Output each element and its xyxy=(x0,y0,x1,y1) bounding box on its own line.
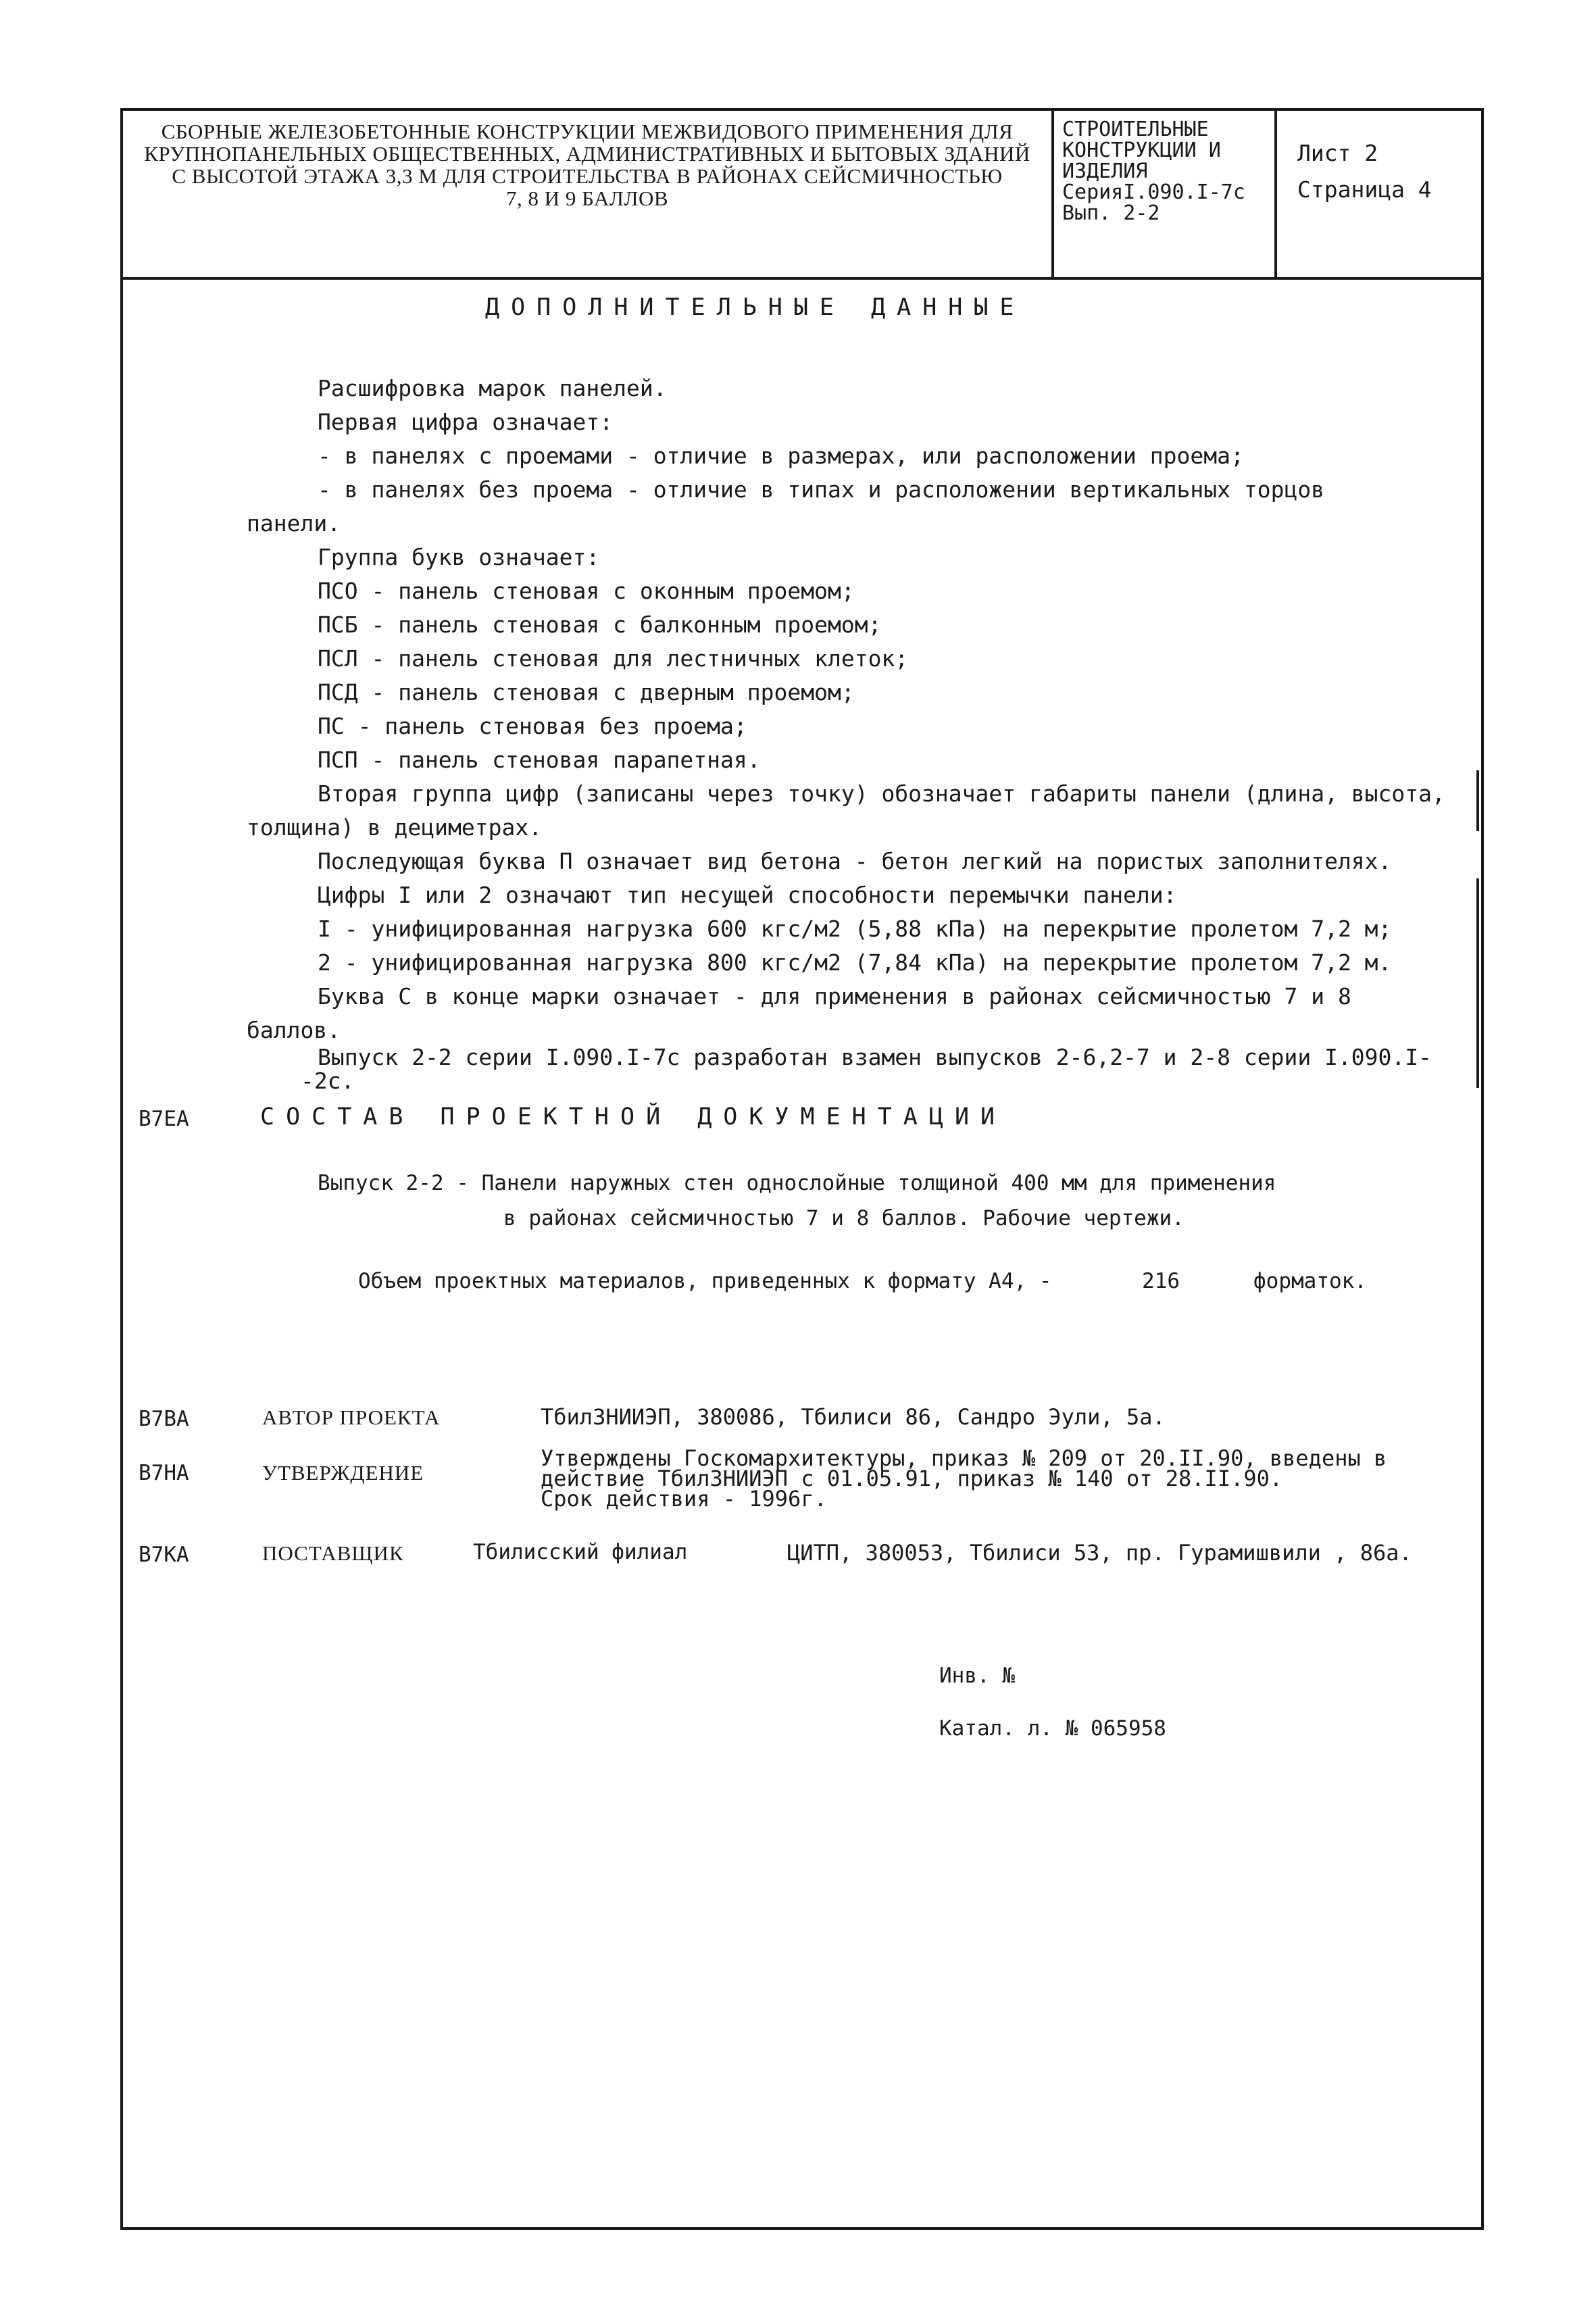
volume-label: Объем проектных материалов, приведенных к формату А4, - xyxy=(358,1269,1052,1293)
series-number: СерияI.090.I-7с xyxy=(1062,180,1245,204)
series-title-line: 7, 8 И 9 БАЛЛОВ xyxy=(505,186,669,210)
margin-mark xyxy=(1476,878,1479,1088)
issue-description: в районах сейсмичностью 7 и 8 баллов. Рабочие чертежи. xyxy=(503,1206,1184,1230)
volume-value: 216 xyxy=(1142,1269,1180,1293)
body-line: 2 - унифицированная нагрузка 800 кгс/м2 (7,84 кПа) на перекрытие пролетом 7,2 м. xyxy=(318,949,1392,976)
body-line: панели. xyxy=(247,510,341,537)
body-line: Первая цифра означает: xyxy=(318,409,614,435)
approval-label: УТВЕРЖДЕНИЕ xyxy=(262,1461,424,1485)
inventory-number: Инв. № xyxy=(939,1664,1015,1688)
body-line: Буква С в конце марки означает - для применения в районах сейсмичностью 7 и 8 xyxy=(318,983,1351,1010)
body-line: ПСП - панель стеновая парапетная. xyxy=(318,747,761,773)
category-line: ИЗДЕЛИЯ xyxy=(1062,159,1148,183)
body-line: баллов. xyxy=(247,1017,341,1043)
approval-code: В7НА xyxy=(139,1461,189,1485)
volume-unit: форматок. xyxy=(1253,1269,1367,1293)
category-block xyxy=(1054,111,1277,277)
composition-heading: СОСТАВ ПРОЕКТНОЙ ДОКУМЕНТАЦИИ xyxy=(260,1103,1007,1130)
approval-line: Утверждены Госкомархитектуры, приказ № 209 от 20.II.90, введены в xyxy=(541,1445,1387,1471)
body-line: Выпуск 2-2 серии I.090.I-7с разработан взамен выпусков 2-6,2-7 и 2-8 серии I.090.I- xyxy=(318,1044,1432,1070)
title-block xyxy=(123,111,1481,280)
composition-code: В7ЕА xyxy=(139,1107,189,1131)
body-line: ПСБ - панель стеновая с балконным проемом; xyxy=(318,612,882,638)
author-label: АВТОР ПРОЕКТА xyxy=(262,1405,441,1429)
series-title-line: КРУПНОПАНЕЛЬНЫХ ОБЩЕСТВЕННЫХ, АДМИНИСТРАТИВНЫХ И БЫТОВЫХ ЗДАНИЙ xyxy=(144,142,1030,166)
issue-description: Выпуск 2-2 - Панели наружных стен однослойные толщиной 400 мм для применения xyxy=(318,1171,1276,1195)
approval-line: действие ТбилЗНИИЭП с 01.05.91, приказ № 140 от 28.II.90. xyxy=(541,1466,1283,1491)
body-line: Расшифровка марок панелей. xyxy=(318,375,667,401)
body-line: I - унифицированная нагрузка 600 кгс/м2 (5,88 кПа) на перекрытие пролетом 7,2 м; xyxy=(318,916,1392,942)
supplier-code: В7КА xyxy=(139,1543,189,1567)
body-line: ПСЛ - панель стеновая для лестничных клеток; xyxy=(318,645,909,672)
category-line: СТРОИТЕЛЬНЫЕ xyxy=(1062,118,1209,141)
body-line: - в панелях с проемами - отличие в размерах, или расположении проема; xyxy=(318,443,1244,469)
body-line: Последующая буква П означает вид бетона - бетон легкий на пористых заполнителях. xyxy=(318,848,1392,874)
author-code: В7ВА xyxy=(139,1407,189,1431)
body-line: ПСО - панель стеновая с оконным проемом; xyxy=(318,578,855,604)
additional-data-heading: ДОПОЛНИТЕЛЬНЫЕ ДАННЫЕ xyxy=(485,294,1026,321)
catalog-number: Катал. л. № 065958 xyxy=(939,1716,1166,1741)
category-line: КОНСТРУКЦИИ И xyxy=(1062,139,1221,162)
approval-line: Срок действия - 1996г. xyxy=(541,1486,827,1512)
series-title-line: СБОРНЫЕ ЖЕЛЕЗОБЕТОННЫЕ КОНСТРУКЦИИ МЕЖВИДОВОГО ПРИМЕНЕНИЯ ДЛЯ xyxy=(161,120,1014,143)
body-line: -2с. xyxy=(301,1068,355,1094)
body-line: ПС - панель стеновая без проема; xyxy=(318,713,747,739)
body-line: Группа букв означает: xyxy=(318,544,600,570)
sheet-block xyxy=(1277,111,1481,277)
issue-number: Вып. 2-2 xyxy=(1062,201,1160,225)
supplier-org: Тбилисский филиал xyxy=(473,1540,688,1564)
sheet-number: Лист 2 xyxy=(1297,140,1378,166)
margin-mark xyxy=(1476,770,1479,831)
supplier-label: ПОСТАВЩИК xyxy=(262,1541,404,1565)
author-value: ТбилЗНИИЭП, 380086, Тбилиси 86, Сандро Эули, 5а. xyxy=(541,1404,1166,1430)
page-number: Страница 4 xyxy=(1297,176,1432,203)
body-line: Вторая группа цифр (записаны через точку) обозначает габариты панели (длина, высота, xyxy=(318,780,1445,807)
body-line: - в панелях без проема - отличие в типах и расположении вертикальных торцов xyxy=(318,476,1325,503)
body-line: ПСД - панель стеновая с дверным проемом; xyxy=(318,679,855,705)
body-line: Цифры I или 2 означают тип несущей способности перемычки панели: xyxy=(318,882,1177,908)
series-title-line: С ВЫСОТОЙ ЭТАЖА 3,3 М ДЛЯ СТРОИТЕЛЬСТВА В РАЙОНАХ СЕЙСМИЧНОСТЬЮ xyxy=(172,164,1003,188)
series-title xyxy=(123,111,1054,277)
supplier-value: ЦИТП, 380053, Тбилиси 53, пр. Гурамишвили , 86а. xyxy=(787,1540,1412,1566)
body-line: толщина) в дециметрах. xyxy=(247,814,543,841)
